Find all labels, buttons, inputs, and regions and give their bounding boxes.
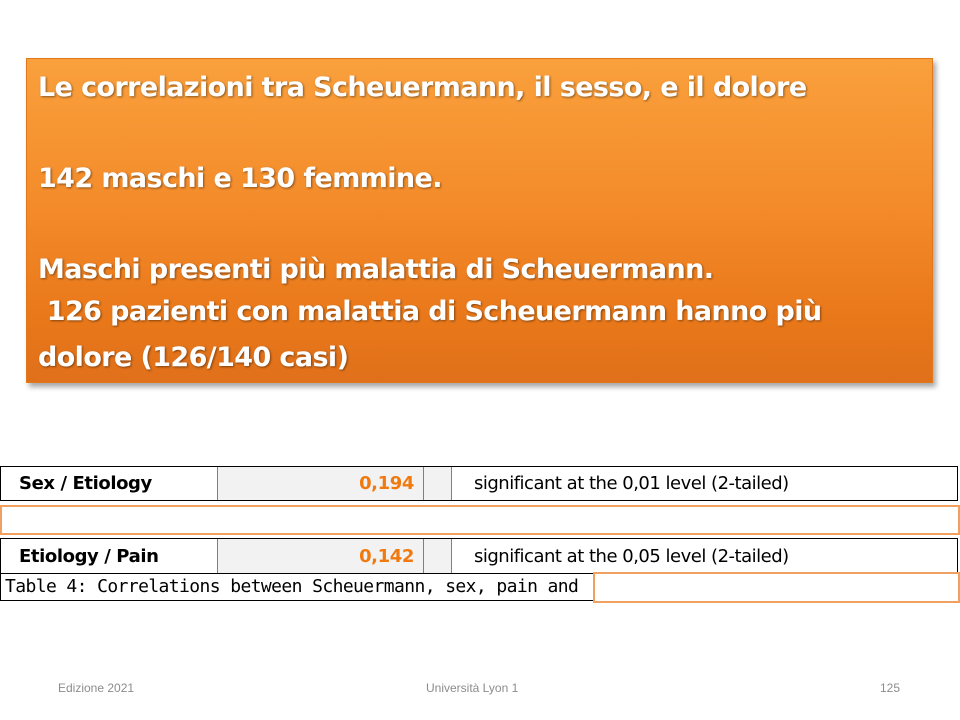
callout-title-line: Le correlazioni tra Scheuermann, il sesso, e il dolore — [38, 72, 807, 103]
row-label: Sex / Etiology — [19, 473, 152, 494]
empty-highlight-bar — [593, 572, 960, 603]
empty-highlight-bar — [0, 505, 960, 535]
correlation-value: 0,194 — [217, 467, 424, 500]
callout-counts-line: 142 maschi e 130 femmine. — [38, 163, 442, 194]
footer-institution: Università Lyon 1 — [426, 681, 519, 695]
callout-patients-line: 126 pazienti con malattia di Scheuermann hanno più — [38, 296, 822, 327]
table-row — [0, 538, 958, 574]
empty-cell — [424, 539, 452, 573]
significance-description: significant at the 0,05 level (2-tailed) — [474, 545, 789, 567]
table-caption: Table 4: Correlations between Scheuermann, sex, pain and — [0, 573, 600, 601]
footer-page-number: 125 — [880, 681, 901, 695]
footer-edition: Edizione 2021 — [58, 681, 135, 695]
correlation-value: 0,142 — [217, 539, 424, 573]
table-row — [0, 466, 958, 501]
callout-males-line: Maschi presenti più malattia di Scheuermann. — [38, 254, 714, 285]
callout-pain-line: dolore (126/140 casi) — [38, 342, 349, 373]
significance-description: significant at the 0,01 level (2-tailed) — [474, 473, 789, 494]
summary-callout-box — [26, 58, 933, 383]
row-label: Etiology / Pain — [19, 545, 159, 567]
empty-cell — [424, 467, 452, 500]
